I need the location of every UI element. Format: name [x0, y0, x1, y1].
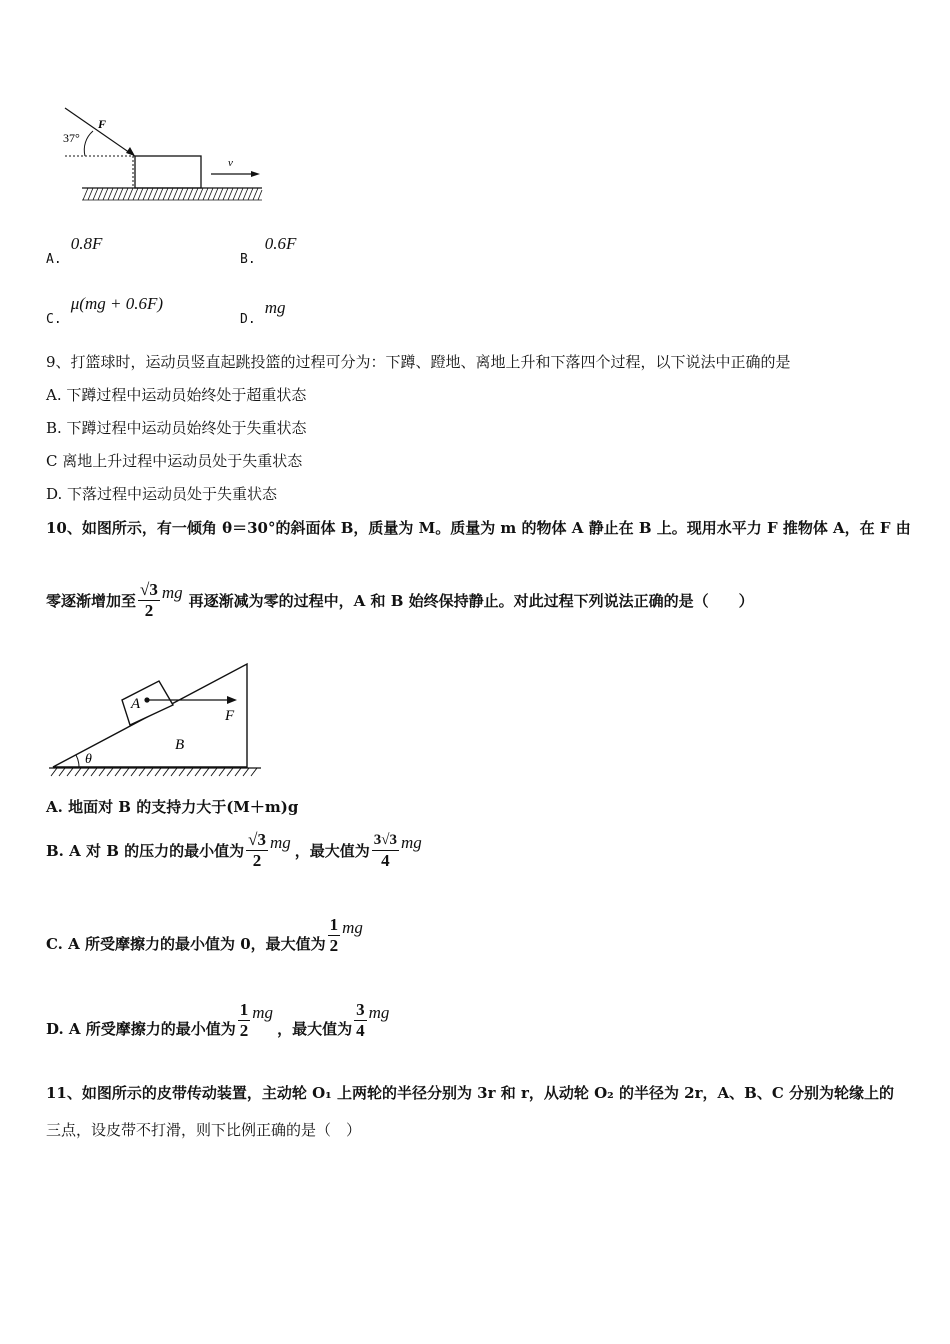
q10-optd-unit2: mg	[368, 1002, 390, 1022]
option-expr: mg	[264, 298, 286, 317]
q10-optd-mid: ，最大值为	[277, 1019, 353, 1038]
q10-stem-pre: 零逐渐增加至	[46, 591, 137, 610]
q10-stem-unit: mg	[161, 582, 183, 602]
q8-angle-label: 37°	[63, 131, 80, 145]
option-expr: 0.8F	[70, 234, 103, 253]
q10-label-f: F	[225, 708, 235, 724]
q9-option-b[interactable]: B. 下蹲过程中运动员始终处于失重状态	[46, 419, 307, 437]
frac-den: 2	[252, 851, 262, 870]
q8-force-label: F	[98, 117, 107, 131]
option-letter: D.	[240, 312, 256, 327]
q10-label-b: B	[175, 737, 185, 753]
q10-stem-line2	[46, 580, 754, 621]
q10-stem-fraction	[138, 580, 160, 621]
q10-option-d[interactable]	[46, 1000, 389, 1041]
q9-option-d[interactable]: D. 下落过程中运动员处于失重状态	[46, 485, 278, 503]
q11-stem-line2: 三点，设皮带不打滑，则下比例正确的是（ ）	[46, 1121, 362, 1139]
q10-label-theta: θ	[85, 752, 92, 767]
q10-optb-frac1	[246, 830, 268, 871]
q10-optc-pre: C. A 所受摩擦力的最小值为 0，最大值为	[46, 934, 326, 953]
option-letter: B.	[240, 252, 256, 267]
q8-option-b[interactable]	[240, 234, 297, 267]
q11-stem-line1: 11、如图所示的皮带传动装置，主动轮 O₁ 上两轮的半径分别为 3r 和 r，从动轮 O₂ 的半径为 2r，A、B、C 分别为轮缘上的	[46, 1084, 894, 1102]
q10-optb-pre: B. A 对 B 的压力的最小值为	[46, 841, 245, 860]
q8-option-a[interactable]	[46, 234, 103, 267]
option-expr: μ(mg + 0.6F)	[70, 294, 163, 313]
q10-figure	[45, 660, 270, 780]
q8-option-d[interactable]	[240, 298, 286, 327]
q9-option-a[interactable]: A. 下蹲过程中运动员始终处于超重状态	[46, 386, 307, 404]
frac-num: 3√3	[373, 832, 397, 848]
q10-block-a	[122, 681, 173, 725]
q8-velocity-label: v	[228, 157, 233, 169]
frac-num: 3	[356, 1000, 365, 1019]
q10-label-a: A	[131, 696, 141, 712]
q10-option-b[interactable]	[46, 830, 422, 871]
q8-figure	[55, 100, 270, 210]
frac-den: 2	[329, 936, 339, 955]
q9-stem: 9、打篮球时，运动员竖直起跳投篮的过程可分为：下蹲、蹬地、离地上升和下落四个过程，以下说法中正确的是	[46, 353, 791, 371]
q10-optb-unit1: mg	[269, 832, 291, 852]
frac-num: √3	[140, 580, 158, 599]
q10-optb-unit2: mg	[400, 832, 422, 852]
option-letter: C.	[46, 312, 62, 327]
option-expr: 0.6F	[264, 234, 297, 253]
q10-optd-frac2	[354, 1000, 367, 1041]
frac-num: √3	[248, 830, 266, 849]
q9-option-c[interactable]: C 离地上升过程中运动员处于失重状态	[46, 452, 303, 470]
option-letter: A.	[46, 252, 62, 267]
q8-block	[135, 156, 201, 188]
q10-optd-frac1	[238, 1000, 251, 1041]
frac-den: 2	[144, 601, 154, 620]
q10-option-c[interactable]	[46, 915, 363, 956]
frac-den: 2	[239, 1021, 249, 1040]
q10-optb-frac2	[372, 830, 399, 871]
q10-stem-line1: 10、如图所示，有一倾角 θ＝30°的斜面体 B，质量为 M。质量为 m 的物体 A 静止在 B 上。现用水平力 F 推物体 A，在 F 由	[46, 519, 911, 537]
q10-stem-post: 再逐渐减为零的过程中，A 和 B 始终保持静止。对此过程下列说法正确的是（ ）	[188, 591, 754, 610]
q10-optc-unit: mg	[342, 917, 363, 937]
frac-num: 1	[329, 915, 339, 934]
q10-optd-unit1: mg	[252, 1002, 274, 1022]
frac-den: 4	[381, 851, 390, 870]
q10-option-a[interactable]: A. 地面对 B 的支持力大于(M＋m)g	[46, 798, 299, 816]
q10-optd-pre: D. A 所受摩擦力的最小值为	[46, 1019, 236, 1038]
q10-optc-frac	[328, 915, 341, 956]
q10-optb-mid: ，最大值为	[294, 841, 370, 860]
frac-num: 1	[239, 1000, 249, 1019]
frac-den: 4	[356, 1021, 365, 1040]
q8-option-c[interactable]	[46, 294, 163, 327]
